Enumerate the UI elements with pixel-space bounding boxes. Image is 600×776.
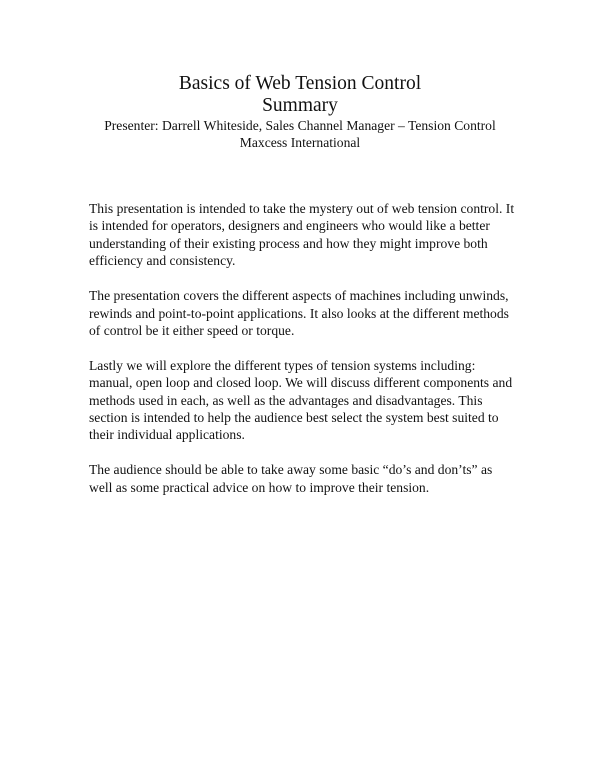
presenter-line: Presenter: Darrell Whiteside, Sales Channel Manager – Tension Control bbox=[104, 118, 496, 133]
organization-line: Maxcess International bbox=[239, 135, 361, 150]
paragraph-tension-systems: Lastly we will explore the different types of tension systems including: manual, open loop and closed loop. We will discuss different components and methods used in each, as well as the advantages and disadvantages. This section is intended to help the audience best select the system best suited to their individual applications. bbox=[89, 357, 513, 443]
document-title: Basics of Web Tension Control bbox=[178, 73, 422, 94]
document-header bbox=[0, 73, 600, 151]
document-body bbox=[89, 200, 519, 514]
document-subtitle: Summary bbox=[262, 95, 338, 116]
paragraph-machines: The presentation covers the different aspects of machines including unwinds, rewinds and point-to-point applications. It also looks at the different methods of control be it either speed or torque. bbox=[89, 288, 509, 338]
paragraph-intro: This presentation is intended to take the mystery out of web tension control. It is intended for operators, designers and engineers who would like a better understanding of their existing process and how they might improve both efficiency and consistency. bbox=[89, 201, 515, 269]
paragraph-takeaways: The audience should be able to take away some basic “do’s and don’ts” as well as some practical advice on how to improve their tension. bbox=[89, 462, 493, 495]
